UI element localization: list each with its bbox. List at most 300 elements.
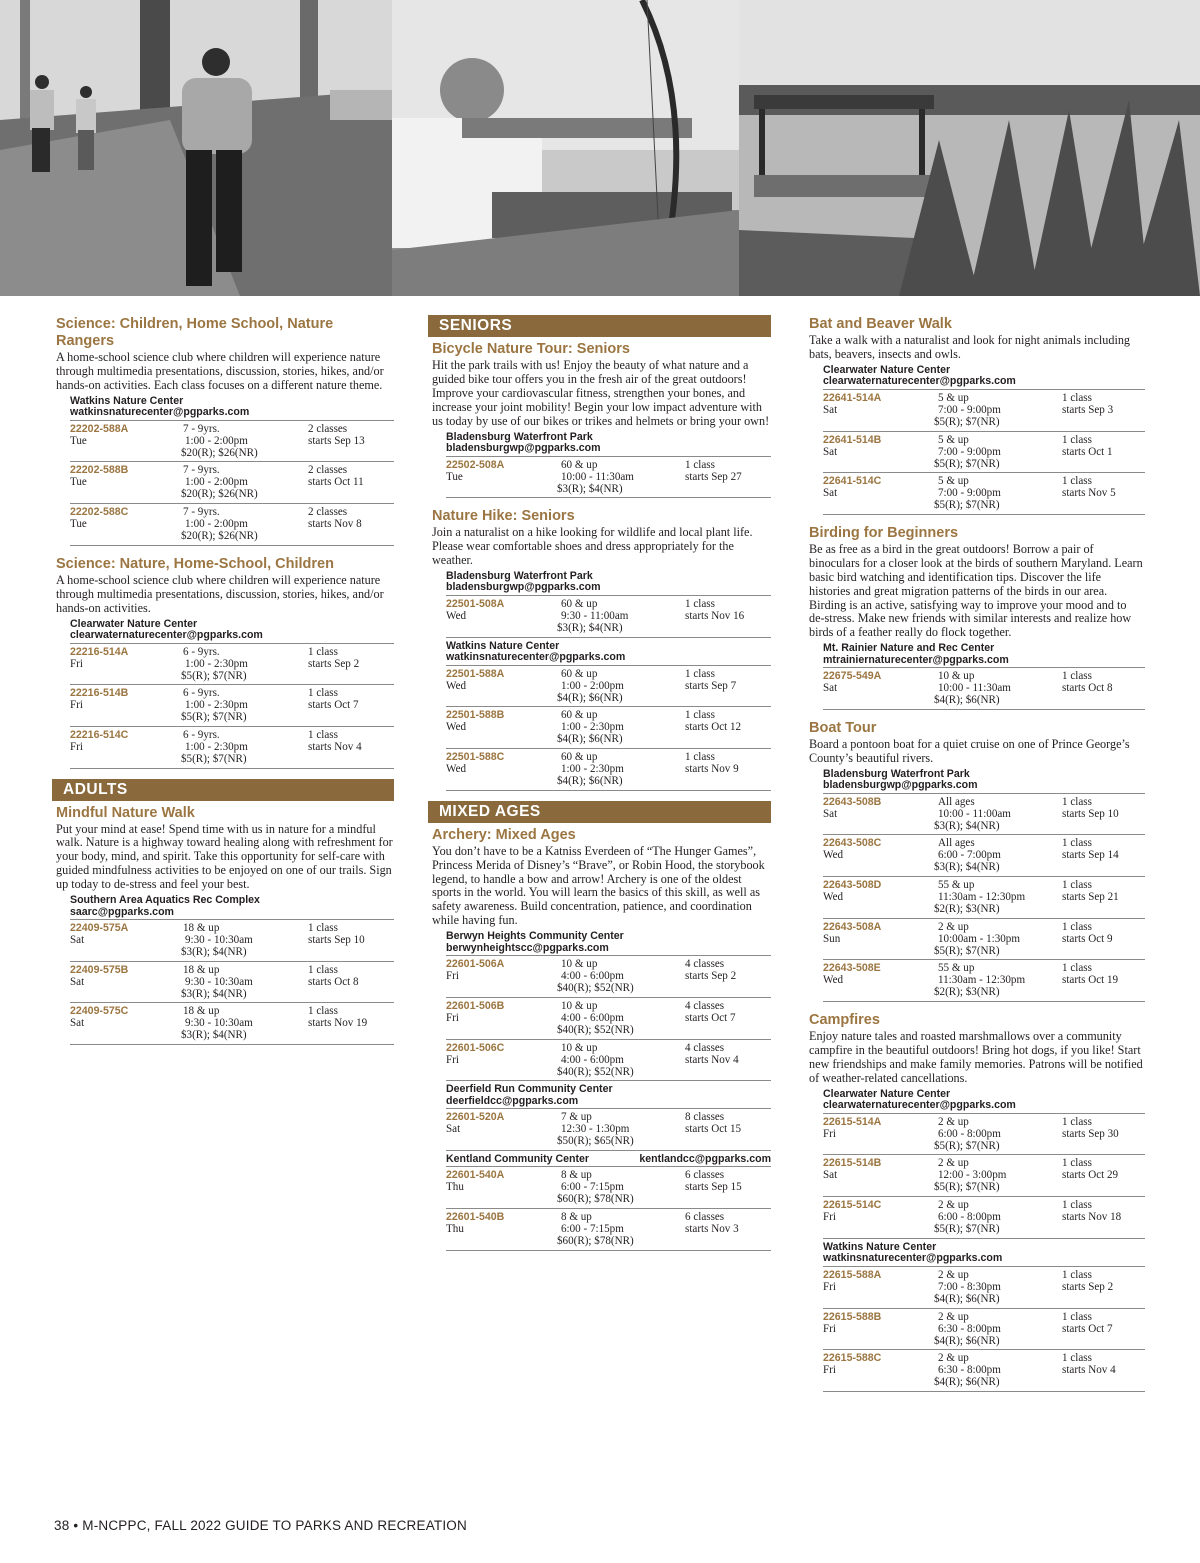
class-fee: $4(R); $6(NR) [934, 1292, 1000, 1305]
venue-name: Southern Area Aquatics Rec Complex [70, 894, 260, 907]
class-count: 1 class [1062, 879, 1092, 892]
class-time: 6:30 - 8:00pm [938, 1364, 1001, 1377]
venue-block [70, 895, 394, 920]
age-range: 2 & up [938, 1352, 969, 1365]
class-count: 1 class [1062, 962, 1092, 975]
pontoon-photo-image [739, 0, 1200, 296]
course-code: 22643-508A [823, 920, 882, 933]
class-day: Fri [446, 1053, 459, 1066]
section-band: SENIORS [428, 315, 771, 337]
age-range: 7 - 9yrs. [183, 422, 220, 435]
start-date: starts Oct 19 [1062, 974, 1119, 987]
course-code: 22501-588B [446, 709, 505, 722]
age-range: 2 & up [938, 1310, 969, 1323]
age-range: 5 & up [938, 391, 969, 404]
class-row [446, 666, 771, 708]
start-date: starts Sep 3 [1062, 403, 1114, 416]
course-code: 22501-588C [446, 751, 505, 763]
class-fee: $20(R); $26(NR) [181, 488, 258, 501]
age-range: 18 & up [183, 1005, 220, 1018]
class-fee: $3(R); $4(NR) [557, 482, 623, 495]
class-fee: $5(R); $7(NR) [934, 457, 1000, 470]
class-time: 6:00 - 7:15pm [561, 1223, 624, 1236]
class-row [446, 749, 771, 791]
start-date: starts Sep 15 [685, 1181, 742, 1194]
class-row [823, 1155, 1145, 1197]
class-fee: $3(R); $4(NR) [557, 621, 623, 634]
class-count: 1 class [685, 458, 715, 471]
class-count: 1 class [308, 1005, 338, 1018]
class-count: 1 class [1062, 1310, 1092, 1323]
class-fee: $5(R); $7(NR) [181, 669, 247, 682]
page-footer: 38 • M-NCPPC, FALL 2022 GUIDE TO PARKS AND RECREATION [54, 1518, 467, 1533]
venue-block [823, 365, 1145, 390]
class-fee: $5(R); $7(NR) [934, 1223, 1000, 1236]
class-count: 8 classes [685, 1111, 725, 1124]
course-code: 22615-514B [823, 1157, 882, 1170]
program-description: Take a walk with a naturalist and look for night animals including bats, beavers, insects and owls. [809, 333, 1131, 361]
venue-email[interactable]: mtrainiernaturecenter@pgparks.com [823, 653, 1009, 666]
venue-email[interactable]: bladensburgwp@pgparks.com [446, 442, 601, 455]
program-description: Hit the park trails with us! Enjoy the beauty of what nature and a guided bike tour offers you in the fresh air of the great outdoors! Improve your cardiovascular fitness, strengthen your bones, and increase your joint mobility! Begin your low impact adventure with us today by use of our bikes or trikes and helmets or bring your own! [432, 358, 770, 428]
class-day: Fri [70, 740, 83, 753]
class-count: 1 class [685, 709, 715, 722]
class-fee: $4(R); $6(NR) [557, 733, 623, 746]
program-description: You don’t have to be a Katniss Everdeen of “The Hunger Games”, Princess Merida of Disney’s “Brave”, or Robin Hood, the storybook legend, to handle a bow and arrow! Archery is one of the oldest sports in the world. You will learn the basics of this skill, as well as safety awareness. Build concentration, patience, and coordination while having fun. [432, 843, 765, 928]
class-row [823, 1197, 1145, 1239]
venue-block [446, 641, 771, 666]
venue-block [823, 1089, 1145, 1114]
course-code: 22643-508C [823, 837, 882, 850]
class-row [70, 727, 394, 769]
column-right [805, 316, 1145, 1392]
class-time: 4:00 - 6:00pm [561, 1053, 624, 1066]
class-count: 1 class [1062, 1268, 1092, 1281]
venue-email[interactable]: clearwaternaturecenter@pgparks.com [823, 1099, 1016, 1112]
start-date: starts Oct 9 [1062, 932, 1113, 945]
class-day: Wed [823, 974, 844, 987]
venue-email[interactable]: watkinsnaturecenter@pgparks.com [446, 651, 626, 664]
course-code: 22615-588B [823, 1310, 882, 1323]
venue-email[interactable]: watkinsnaturecenter@pgparks.com [70, 406, 250, 419]
class-fee: $4(R); $6(NR) [557, 691, 623, 704]
start-date: starts Sep 30 [1062, 1127, 1119, 1140]
class-day: Tue [70, 434, 87, 447]
start-date: starts Oct 11 [308, 476, 364, 489]
class-count: 1 class [1062, 475, 1092, 488]
course-code: 22409-575C [70, 1005, 129, 1018]
class-time: 4:00 - 6:00pm [561, 1011, 624, 1024]
spacer [428, 791, 771, 801]
start-date: starts Nov 4 [1062, 1364, 1116, 1377]
class-time: 9:30 - 11:00am [561, 609, 629, 622]
class-count: 6 classes [685, 1169, 725, 1182]
course-code: 22409-575A [70, 922, 129, 935]
venue-email[interactable]: watkinsnaturecenter@pgparks.com [823, 1252, 1003, 1265]
age-range: 60 & up [561, 751, 598, 763]
class-row [823, 960, 1145, 1002]
age-range: 5 & up [938, 433, 969, 446]
venue-block [446, 1154, 771, 1168]
class-day: Sat [823, 807, 838, 820]
class-time: 11:30am - 12:30pm [938, 974, 1026, 987]
class-row [446, 1040, 771, 1082]
program-title: Nature Hike: Seniors [432, 508, 575, 525]
course-code: 22601-506A [446, 958, 505, 971]
class-fee: $5(R); $7(NR) [181, 711, 247, 724]
class-time: 6:00 - 8:00pm [938, 1211, 1001, 1224]
venue-block [823, 1242, 1145, 1267]
course-code: 22216-514B [70, 687, 129, 700]
class-time: 1:00 - 2:30pm [185, 699, 248, 712]
course-code: 22601-506B [446, 999, 505, 1012]
class-row [823, 1267, 1145, 1309]
class-fee: $5(R); $7(NR) [181, 752, 247, 765]
class-row [70, 962, 394, 1004]
class-row [446, 596, 771, 638]
class-count: 1 class [1062, 795, 1092, 808]
start-date: starts Sep 7 [685, 679, 737, 692]
class-day: Fri [446, 970, 459, 983]
course-code: 22643-508E [823, 962, 881, 975]
class-day: Wed [446, 679, 467, 692]
class-fee: $60(R); $78(NR) [557, 1193, 634, 1206]
class-row [70, 644, 394, 686]
class-fee: $50(R); $65(NR) [557, 1135, 634, 1148]
class-day: Tue [446, 470, 463, 483]
class-fee: $60(R); $78(NR) [557, 1235, 634, 1248]
start-date: starts Oct 8 [1062, 682, 1113, 695]
start-date: starts Sep 21 [1062, 891, 1119, 904]
class-fee: $3(R); $4(NR) [934, 819, 1000, 832]
course-code: 22601-520A [446, 1111, 505, 1124]
age-range: 60 & up [561, 667, 598, 680]
class-time: 6:30 - 8:00pm [938, 1322, 1001, 1335]
venue-name: Clearwater Nature Center [823, 1087, 951, 1100]
class-time: 1:00 - 2:00pm [185, 518, 248, 531]
class-day: Wed [446, 609, 467, 622]
class-day: Fri [823, 1127, 836, 1140]
course-code: 22501-588A [446, 667, 505, 680]
start-date: starts Oct 8 [308, 975, 359, 988]
course-code: 22202-588B [70, 464, 129, 477]
class-day: Wed [446, 721, 467, 734]
age-range: 55 & up [938, 962, 975, 975]
class-fee: $4(R); $6(NR) [934, 1376, 1000, 1389]
class-fee: $5(R); $7(NR) [934, 1139, 1000, 1152]
class-count: 6 classes [685, 1211, 725, 1224]
class-row [823, 794, 1145, 836]
start-date: starts Sep 2 [685, 970, 737, 983]
class-fee: $4(R); $6(NR) [934, 694, 1000, 707]
class-count: 1 class [685, 751, 715, 763]
course-code: 22601-540B [446, 1211, 505, 1224]
class-row [823, 919, 1145, 961]
age-range: 2 & up [938, 1199, 969, 1212]
class-row [446, 998, 771, 1040]
class-day: Sat [446, 1123, 461, 1136]
start-date: starts Sep 27 [685, 470, 742, 483]
class-time: 10:00 - 11:30am [561, 470, 634, 483]
start-date: starts Oct 7 [685, 1011, 736, 1024]
class-day: Thu [446, 1223, 464, 1236]
class-count: 1 class [1062, 391, 1092, 404]
program-title: Science: Children, Home School, Nature Rangers [56, 316, 334, 349]
class-time: 9:30 - 10:30am [185, 1017, 253, 1030]
venue-name: Clearwater Nature Center [823, 363, 951, 376]
class-count: 1 class [1062, 1352, 1092, 1365]
age-range: 10 & up [938, 670, 975, 683]
venue-block [70, 396, 394, 421]
class-time: 7:00 - 9:00pm [938, 403, 1001, 416]
program-title: Bicycle Nature Tour: Seniors [432, 341, 630, 357]
class-fee: $5(R); $7(NR) [934, 499, 1000, 512]
course-code: 22641-514B [823, 433, 882, 446]
program-title: Birding for Beginners [809, 524, 959, 541]
start-date: starts Sep 10 [1062, 807, 1119, 820]
class-day: Fri [70, 657, 83, 670]
course-code: 22216-514C [70, 728, 129, 741]
spacer [805, 1002, 1145, 1012]
course-code: 22502-508A [446, 458, 505, 471]
class-row [70, 920, 394, 962]
class-day: Tue [70, 518, 87, 531]
class-row [823, 1309, 1145, 1351]
course-code: 22615-588C [823, 1352, 882, 1365]
class-fee: $3(R); $4(NR) [934, 861, 1000, 874]
venue-email[interactable]: bladensburgwp@pgparks.com [446, 581, 601, 594]
start-date: starts Nov 16 [685, 609, 745, 622]
venue-name: Watkins Nature Center [70, 394, 184, 407]
venue-email[interactable]: bladensburgwp@pgparks.com [823, 779, 978, 792]
class-row [823, 432, 1145, 474]
class-time: 7:00 - 8:30pm [938, 1280, 1001, 1293]
start-date: starts Sep 13 [308, 434, 365, 447]
class-time: 12:30 - 1:30pm [561, 1123, 630, 1136]
age-range: 6 - 9yrs. [183, 645, 220, 658]
class-day: Fri [823, 1280, 836, 1293]
class-row [446, 1167, 771, 1209]
class-count: 1 class [308, 645, 338, 658]
age-range: All ages [938, 837, 975, 850]
venue-email[interactable]: berwynheightscc@pgparks.com [446, 941, 609, 954]
start-date: starts Oct 29 [1062, 1169, 1119, 1182]
start-date: starts Nov 18 [1062, 1211, 1122, 1224]
venue-name: Clearwater Nature Center [70, 617, 198, 630]
class-time: 1:00 - 2:30pm [185, 740, 248, 753]
class-day: Thu [446, 1181, 464, 1194]
program-title: Boat Tour [809, 719, 877, 736]
spacer [805, 710, 1145, 720]
class-fee: $40(R); $52(NR) [557, 982, 634, 995]
class-fee: $3(R); $4(NR) [181, 987, 247, 1000]
venue-email[interactable]: kentlandcc@pgparks.com [639, 1152, 771, 1165]
course-code: 22643-508B [823, 795, 882, 808]
age-range: 7 - 9yrs. [183, 464, 220, 477]
class-day: Fri [70, 699, 83, 712]
age-range: 2 & up [938, 1157, 969, 1170]
class-time: 4:00 - 6:00pm [561, 970, 624, 983]
class-count: 1 class [685, 597, 715, 610]
start-date: starts Nov 4 [685, 1053, 739, 1066]
age-range: 18 & up [183, 922, 220, 935]
venue-name: Bladensburg Waterfront Park [823, 767, 970, 780]
class-time: 9:30 - 10:30am [185, 975, 253, 988]
photo-archers [392, 0, 739, 296]
class-fee: $40(R); $52(NR) [557, 1023, 634, 1036]
course-code: 22641-514C [823, 475, 882, 488]
age-range: 8 & up [561, 1211, 592, 1224]
class-row [823, 668, 1145, 710]
class-row [446, 956, 771, 998]
venue-name: Deerfield Run Community Center [446, 1083, 613, 1096]
class-fee: $4(R); $6(NR) [934, 1334, 1000, 1347]
course-code: 22601-540A [446, 1169, 505, 1182]
class-time: 1:00 - 2:00pm [561, 679, 624, 692]
age-range: 55 & up [938, 879, 975, 892]
class-day: Sat [70, 975, 85, 988]
age-range: 60 & up [561, 458, 598, 471]
walkers-photo-image [0, 0, 392, 296]
class-count: 2 classes [308, 506, 348, 519]
class-row [446, 1109, 771, 1151]
venue-name: Bladensburg Waterfront Park [446, 569, 593, 582]
age-range: 6 - 9yrs. [183, 687, 220, 700]
venue-email[interactable]: clearwaternaturecenter@pgparks.com [70, 629, 263, 641]
class-count: 1 class [308, 728, 338, 741]
course-code: 22409-575B [70, 963, 129, 976]
class-day: Sat [823, 487, 838, 500]
class-fee: $20(R); $26(NR) [181, 446, 258, 459]
venue-name: Bladensburg Waterfront Park [446, 430, 593, 443]
class-count: 4 classes [685, 958, 725, 971]
class-count: 1 class [308, 922, 338, 935]
class-count: 1 class [1062, 1115, 1092, 1128]
column-left [52, 316, 394, 1045]
venue-name: Berwyn Heights Community Center [446, 930, 624, 943]
class-count: 2 classes [308, 422, 348, 435]
class-time: 7:00 - 9:00pm [938, 445, 1001, 458]
class-row [70, 504, 394, 546]
class-row [70, 462, 394, 504]
class-day: Sun [823, 932, 841, 945]
start-date: starts Nov 5 [1062, 487, 1116, 500]
class-row [70, 685, 394, 727]
class-count: 4 classes [685, 1041, 725, 1054]
class-count: 1 class [1062, 1199, 1092, 1212]
class-count: 1 class [685, 667, 715, 680]
class-fee: $5(R); $7(NR) [934, 415, 1000, 428]
course-code: 22601-506C [446, 1041, 505, 1054]
archers-photo-image [392, 0, 739, 296]
class-count: 1 class [1062, 670, 1092, 683]
class-time: 11:30am - 12:30pm [938, 891, 1026, 904]
class-count: 1 class [1062, 1157, 1092, 1170]
age-range: 10 & up [561, 999, 598, 1012]
section-band: MIXED AGES [428, 801, 771, 823]
class-row [446, 457, 771, 499]
class-row [70, 421, 394, 463]
class-day: Fri [446, 1011, 459, 1024]
class-row [446, 707, 771, 749]
venue-email[interactable]: deerfieldcc@pgparks.com [446, 1094, 579, 1107]
photo-walkers [0, 0, 392, 296]
class-time: 6:00 - 8:00pm [938, 1127, 1001, 1140]
venue-email[interactable]: saarc@pgparks.com [70, 905, 174, 918]
program-title: Science: Nature, Home-School, Children [56, 555, 334, 572]
column-middle [428, 316, 771, 1251]
start-date: starts Nov 19 [308, 1017, 368, 1030]
start-date: starts Nov 4 [308, 740, 362, 753]
class-fee: $2(R); $3(NR) [934, 986, 1000, 999]
course-code: 22641-514A [823, 391, 882, 404]
class-row [823, 1114, 1145, 1156]
class-time: 1:00 - 2:00pm [185, 476, 248, 489]
photo-pontoon-boat [739, 0, 1200, 296]
class-day: Wed [823, 849, 844, 862]
venue-block [446, 931, 771, 956]
spacer [52, 769, 394, 779]
class-row [823, 835, 1145, 877]
class-time: 1:00 - 2:30pm [561, 763, 624, 775]
class-count: 1 class [308, 687, 338, 700]
class-time: 6:00 - 7:00pm [938, 849, 1001, 862]
class-time: 10:00 - 11:00am [938, 807, 1011, 820]
class-day: Fri [823, 1322, 836, 1335]
class-day: Sat [70, 1017, 85, 1030]
class-count: 2 classes [308, 464, 348, 477]
start-date: starts Oct 7 [1062, 1322, 1113, 1335]
venue-email[interactable]: clearwaternaturecenter@pgparks.com [823, 375, 1016, 388]
class-row [70, 1003, 394, 1045]
venue-name: Mt. Rainier Nature and Rec Center [823, 642, 995, 655]
class-time: 9:30 - 10:30am [185, 934, 253, 947]
class-row [823, 877, 1145, 919]
venue-block [70, 619, 394, 644]
class-day: Sat [823, 1169, 838, 1182]
class-fee: $3(R); $4(NR) [181, 946, 247, 959]
class-time: 10:00 - 11:30am [938, 682, 1011, 695]
age-range: 60 & up [561, 597, 598, 610]
class-time: 12:00 - 3:00pm [938, 1169, 1007, 1182]
class-count: 1 class [1062, 433, 1092, 446]
class-day: Wed [446, 763, 467, 775]
spacer [428, 498, 771, 508]
class-day: Sat [823, 403, 838, 416]
venue-name: Kentland Community Center [446, 1152, 590, 1165]
start-date: starts Oct 7 [308, 699, 359, 712]
program-description: A home-school science club where children will experience nature through multimedia presentations, discussion, stories, hikes, and/or hands-on activities. [56, 572, 384, 615]
class-day: Wed [823, 891, 844, 904]
class-count: 1 class [1062, 837, 1092, 850]
course-code: 22202-588A [70, 422, 129, 435]
course-code: 22615-588A [823, 1268, 882, 1281]
start-date: starts Sep 10 [308, 934, 365, 947]
age-range: 8 & up [561, 1169, 592, 1182]
class-time: 6:00 - 7:15pm [561, 1181, 624, 1194]
start-date: starts Nov 3 [685, 1223, 739, 1236]
class-fee: $2(R); $3(NR) [934, 903, 1000, 916]
start-date: starts Sep 2 [308, 657, 360, 670]
program-description: Join a naturalist on a hike looking for wildlife and local plant life. Please wear comfortable shoes and dress appropriately for the weather. [432, 525, 753, 568]
program-description: A home-school science club where children will experience nature through multimedia presentations, discussion, stories, hikes, and/or hands-on activities. Each class focuses on a different nature theme. [56, 350, 384, 392]
class-time: 1:00 - 2:30pm [561, 721, 624, 734]
class-time: 7:00 - 9:00pm [938, 487, 1001, 500]
age-range: 18 & up [183, 963, 220, 976]
start-date: starts Nov 8 [308, 518, 362, 531]
course-code: 22501-508A [446, 597, 505, 610]
age-range: 10 & up [561, 1041, 598, 1054]
